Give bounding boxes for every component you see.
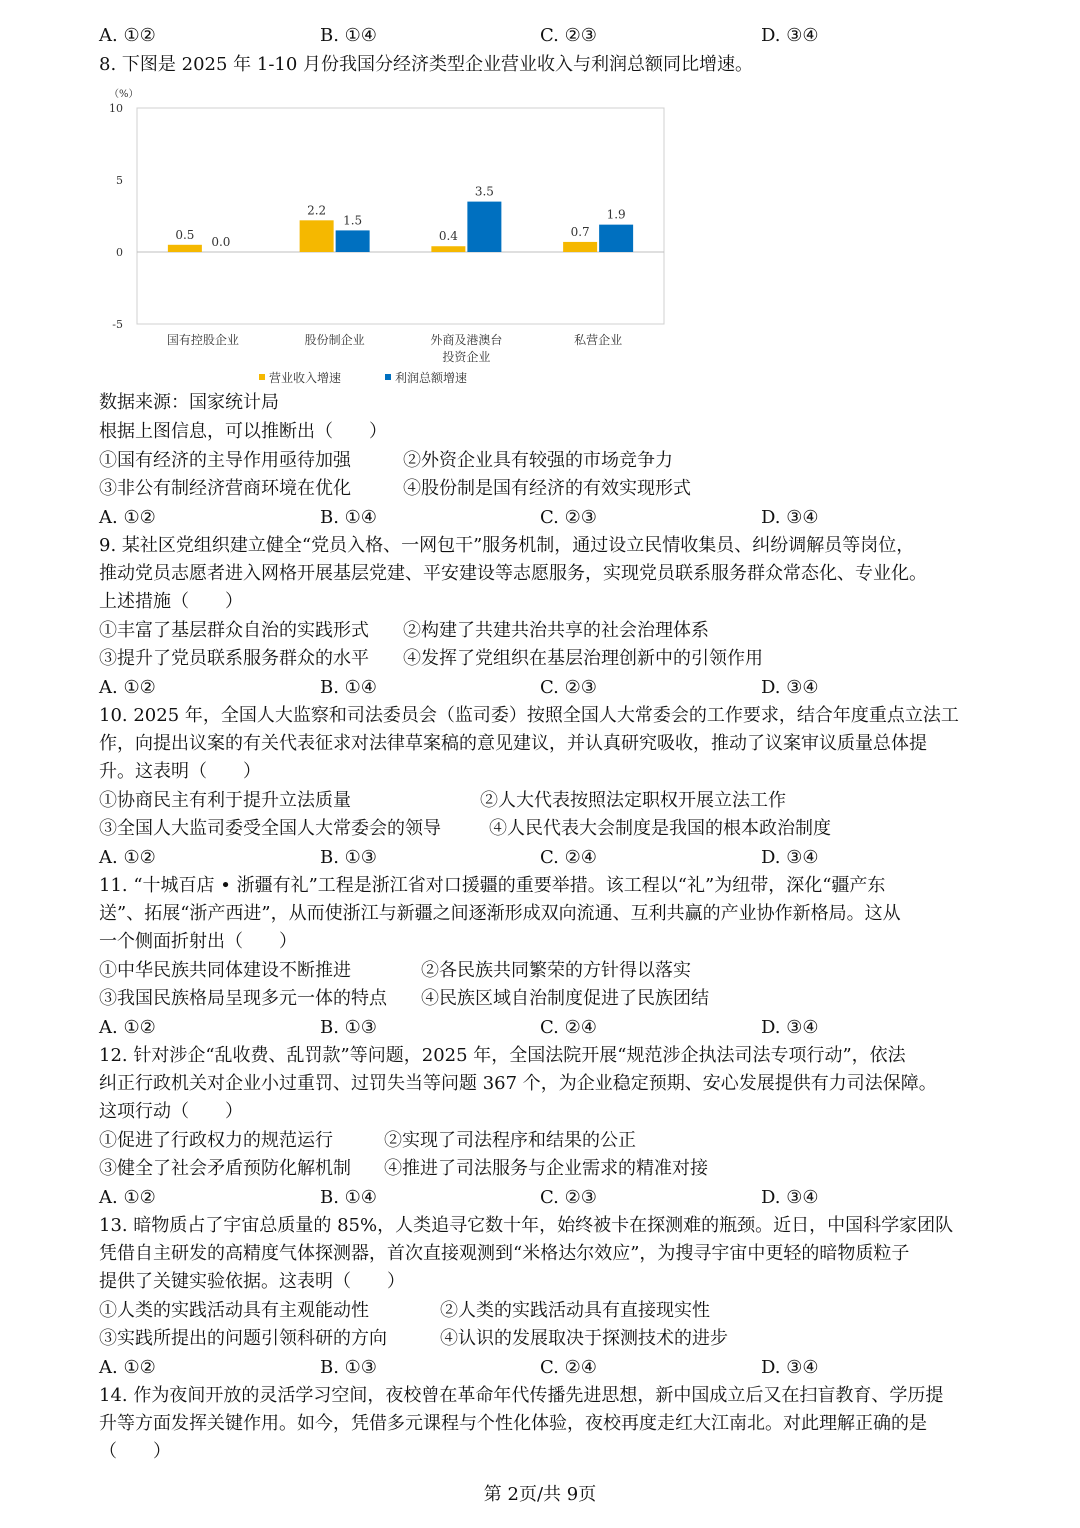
q13-line-2: 凭借自主研发的高精度气体探测器，首次直接观测到“米格达尔效应”，为搜寻宇宙中更轻的暗物质粒子 — [99, 1243, 910, 1264]
option-a: A. ①② — [99, 847, 156, 868]
data-label: 0.0 — [211, 235, 231, 249]
x-tick-label: 外商及港澳台 — [430, 333, 503, 347]
q11-choice-1: ①中华民族共同体建设不断推进 — [99, 960, 351, 981]
q8-choice-2: ②外资企业具有较强的市场竞争力 — [403, 450, 673, 471]
y-tick-label: 0 — [116, 246, 123, 259]
q14-line-2: 升等方面发挥关键作用。如今，凭借多元课程与个性化体验，夜校再度走红大江南北。对此理解正确的是 — [99, 1413, 927, 1434]
y-tick-label: 5 — [116, 174, 123, 187]
y-axis-unit-label: （%） — [109, 89, 139, 100]
bar-revenue — [168, 245, 202, 252]
q11-line-1: 11. “十城百店 • 浙疆有礼”工程是浙江省对口援疆的重要举措。该工程以“礼”为纽带，深化“疆产东 — [99, 875, 886, 896]
q9-options — [99, 674, 989, 702]
q9-choice-4: ④发挥了党组织在基层治理创新中的引领作用 — [403, 648, 763, 669]
data-label: 1.9 — [606, 207, 626, 222]
option-d: D. ③④ — [761, 25, 819, 46]
data-label: 1.5 — [343, 213, 363, 228]
q8-choice-3: ③非公有制经济营商环境在优化 — [99, 478, 351, 499]
data-label: 3.5 — [474, 184, 494, 199]
q9-line-2: 推动党员志愿者进入网格开展基层党建、平安建设等志愿服务，实现党员联系服务群众常态化、专业化。 — [99, 563, 927, 584]
q13-choice-2: ②人类的实践活动具有直接现实性 — [440, 1300, 710, 1321]
option-c: C. ②③ — [540, 507, 597, 528]
q8-choice-1: ①国有经济的主导作用亟待加强 — [99, 450, 351, 471]
option-c: C. ②③ — [540, 677, 597, 698]
option-b: B. ①③ — [320, 847, 377, 868]
option-c: C. ②④ — [540, 1017, 597, 1038]
option-b: B. ①④ — [320, 25, 377, 46]
option-b: B. ①④ — [320, 1187, 377, 1208]
q8-options — [99, 504, 989, 532]
option-b: B. ①③ — [320, 1357, 377, 1378]
q9-choice-1: ①丰富了基层群众自治的实践形式 — [99, 620, 369, 641]
q8-choice-4: ④股份制是国有经济的有效实现形式 — [403, 478, 691, 499]
q8-question: 根据上图信息，可以推断出（ ） — [99, 421, 387, 442]
data-label: 0.7 — [570, 224, 590, 239]
q13-line-1: 13. 暗物质占了宇宙总质量的 85%，人类追寻它数十年，始终被卡在探测难的瓶颈。近日，中国科学家团队 — [99, 1215, 954, 1236]
q9-line-3: 上述措施（ ） — [99, 591, 243, 612]
option-c: C. ②④ — [540, 1357, 597, 1378]
option-c: C. ②④ — [540, 847, 597, 868]
q13-line-3: 提供了关键实验依据。这表明（ ） — [99, 1271, 405, 1292]
legend-swatch — [259, 374, 265, 380]
q10-choice-1: ①协商民主有利于提升立法质量 — [99, 790, 351, 811]
q10-line-1: 10. 2025 年，全国人大监察和司法委员会（监司委）按照全国人大常委会的工作要求，结合年度重点立法工 — [99, 705, 959, 726]
bar-chart — [99, 86, 699, 392]
x-tick-label-line2: 投资企业 — [442, 350, 491, 364]
q11-choice-3: ③我国民族格局呈现多元一体的特点 — [99, 988, 387, 1009]
q13-choice-3: ③实践所提出的问题引领科研的方向 — [99, 1328, 387, 1349]
q14-line-3: （ ） — [99, 1441, 171, 1462]
bar-revenue — [431, 246, 465, 252]
q12-line-1: 12. 针对涉企“乱收费、乱罚款”等问题，2025 年，全国法院开展“规范涉企执法司法专项行动”，依法 — [99, 1045, 906, 1066]
data-label: 0.4 — [438, 229, 458, 244]
q12-line-2: 纠正行政机关对企业小过重罚、过罚失当等问题 367 个，为企业稳定预期、安心发展提供有力司法保障。 — [99, 1073, 937, 1094]
option-d: D. ③④ — [761, 677, 819, 698]
q8-source: 数据来源：国家统计局 — [99, 392, 279, 413]
q10-choice-3: ③全国人大监司委受全国人大常委会的领导 — [99, 818, 441, 839]
q11-choice-4: ④民族区域自治制度促进了民族团结 — [421, 988, 709, 1009]
page-footer: 第 2页/共 9页 — [483, 1484, 597, 1505]
x-tick-label: 股份制企业 — [304, 333, 365, 347]
y-tick-label: 10 — [109, 102, 123, 115]
q9-choice-2: ②构建了共建共治共享的社会治理体系 — [403, 620, 709, 641]
q11-line-2: 送”、拓展“浙产西进”，从而使浙江与新疆之间逐渐形成双向流通、互利共赢的产业协作新格局。这从 — [99, 903, 901, 924]
q10-options — [99, 844, 989, 872]
option-d: D. ③④ — [761, 847, 819, 868]
data-label: 0.5 — [175, 227, 195, 242]
option-d: D. ③④ — [761, 1187, 819, 1208]
option-d: D. ③④ — [761, 507, 819, 528]
q10-line-2: 作，向提出议案的有关代表征求对法律草案稿的意见建议，并认真研究吸收，推动了议案审议质量总体提 — [99, 733, 927, 754]
q12-choice-2: ②实现了司法程序和结果的公正 — [384, 1130, 636, 1151]
option-a: A. ①② — [99, 1357, 156, 1378]
option-a: A. ①② — [99, 1187, 156, 1208]
q14-line-1: 14. 作为夜间开放的灵活学习空间，夜校曾在革命年代传播先进思想，新中国成立后又在扫盲教育、学历提 — [99, 1385, 944, 1406]
legend-label: 利润总额增速 — [395, 371, 468, 385]
option-b: B. ①④ — [320, 507, 377, 528]
legend-swatch — [385, 374, 391, 380]
q9-line-1: 9. 某社区党组织建立健全“党员入格、一网包干”服务机制，通过设立民情收集员、纠纷调解员等岗位， — [99, 535, 915, 556]
option-c: C. ②③ — [540, 25, 597, 46]
plot-area-frame — [137, 108, 664, 324]
q9-choice-3: ③提升了党员联系服务群众的水平 — [99, 648, 369, 669]
option-b: B. ①④ — [320, 677, 377, 698]
q13-choice-1: ①人类的实践活动具有主观能动性 — [99, 1300, 369, 1321]
q10-choice-2: ②人大代表按照法定职权开展立法工作 — [480, 790, 786, 811]
bar-profit — [336, 230, 370, 252]
bar-revenue — [563, 242, 597, 252]
option-d: D. ③④ — [761, 1017, 819, 1038]
q12-choice-1: ①促进了行政权力的规范运行 — [99, 1130, 333, 1151]
q12-options — [99, 1184, 989, 1212]
q7-options — [99, 22, 989, 50]
q12-choice-4: ④推进了司法服务与企业需求的精准对接 — [384, 1158, 708, 1179]
q13-options — [99, 1354, 989, 1382]
q8-stem: 8. 下图是 2025 年 1-10 月份我国分经济类型企业营业收入与利润总额同比增速。 — [99, 54, 754, 75]
option-b: B. ①③ — [320, 1017, 377, 1038]
y-tick-label: -5 — [112, 318, 123, 331]
q11-choice-2: ②各民族共同繁荣的方针得以落实 — [421, 960, 691, 981]
option-c: C. ②③ — [540, 1187, 597, 1208]
q12-choice-3: ③健全了社会矛盾预防化解机制 — [99, 1158, 351, 1179]
q10-line-3: 升。这表明（ ） — [99, 761, 261, 782]
option-d: D. ③④ — [761, 1357, 819, 1378]
bar-revenue — [300, 220, 334, 252]
bar-profit — [467, 202, 501, 252]
bar-profit — [599, 225, 633, 252]
option-a: A. ①② — [99, 1017, 156, 1038]
q11-options — [99, 1014, 989, 1042]
option-a: A. ①② — [99, 25, 156, 46]
data-label: 2.2 — [307, 203, 327, 218]
x-tick-label: 私营企业 — [574, 333, 623, 347]
option-a: A. ①② — [99, 677, 156, 698]
q11-line-3: 一个侧面折射出（ ） — [99, 931, 297, 952]
q13-choice-4: ④认识的发展取决于探测技术的进步 — [440, 1328, 728, 1349]
x-tick-label: 国有控股企业 — [166, 333, 239, 347]
legend-label: 营业收入增速 — [269, 371, 342, 385]
q10-choice-4: ④人民代表大会制度是我国的根本政治制度 — [489, 818, 831, 839]
option-a: A. ①② — [99, 507, 156, 528]
q12-line-3: 这项行动（ ） — [99, 1101, 243, 1122]
